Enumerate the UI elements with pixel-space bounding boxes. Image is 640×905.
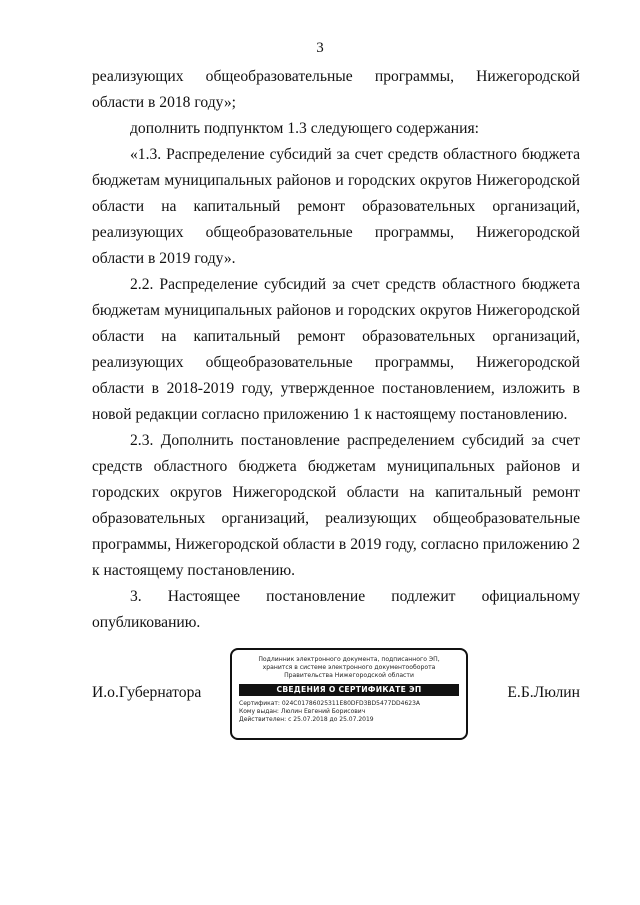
paragraph-continuation: реализующих общеобразовательные программы, Нижегородской области в 2018 году»; (92, 68, 580, 111)
signature-block (92, 648, 580, 748)
stamp-validity: Действителен: с 25.07.2018 до 25.07.2019 (239, 716, 374, 723)
signatory-name: Е.Б.Люлин (507, 684, 580, 701)
stamp-title-bar: СВЕДЕНИЯ О СЕРТИФИКАТЕ ЭП (239, 684, 459, 696)
stamp-issued-to: Кому выдан: Люлин Евгений Борисович (239, 708, 366, 715)
paragraph-amend-intro: дополнить подпунктом 1.3 следующего содержания: (130, 120, 479, 137)
stamp-header-line: Правительства Нижегородской области (284, 672, 414, 679)
electronic-signature-stamp (230, 648, 468, 740)
page-number: 3 (316, 40, 324, 56)
stamp-certificate: Сертификат: 024C01786025311E80DFD3BD5477DD4623A (239, 700, 421, 707)
body-text (92, 64, 580, 636)
stamp-details (239, 700, 459, 724)
paragraph-3: 3. Настоящее постановление подлежит официальному опубликованию. (92, 588, 580, 631)
signatory-position: И.о.Губернатора (92, 684, 202, 701)
paragraph-subclause-1-3: «1.3. Распределение субсидий за счет средств областного бюджета бюджетам муниципальных районов и городских округов Нижегородской области на капитальный ремонт образовательных организаций, реализующих общеобразовательные программы, Нижегородской области в 2019 году». (92, 146, 580, 267)
paragraph-2-3: 2.3. Дополнить постановление распределением субсидий за счет средств областного бюджета бюджетам муниципальных районов и городских округов Нижегородской области на капитальный ремонт образовательных организаций, реализующих общеобразовательные программы, Нижегородской области в 2019 году, согласно приложению 2 к настоящему постановлению. (92, 432, 580, 579)
stamp-header-line: хранится в системе электронного документооборота (262, 664, 436, 671)
stamp-header-line: Подлинник электронного документа, подписанного ЭП, (258, 656, 440, 663)
stamp-header (239, 656, 459, 680)
paragraph-2-2: 2.2. Распределение субсидий за счет средств областного бюджета бюджетам муниципальных районов и городских округов Нижегородской области на капитальный ремонт образовательных организаций, реализующих общеобразовательные программы, Нижегородской области в 2018-2019 году, утвержденное постановлением, изложить в новой редакции согласно приложению 1 к настоящему постановлению. (92, 276, 580, 423)
